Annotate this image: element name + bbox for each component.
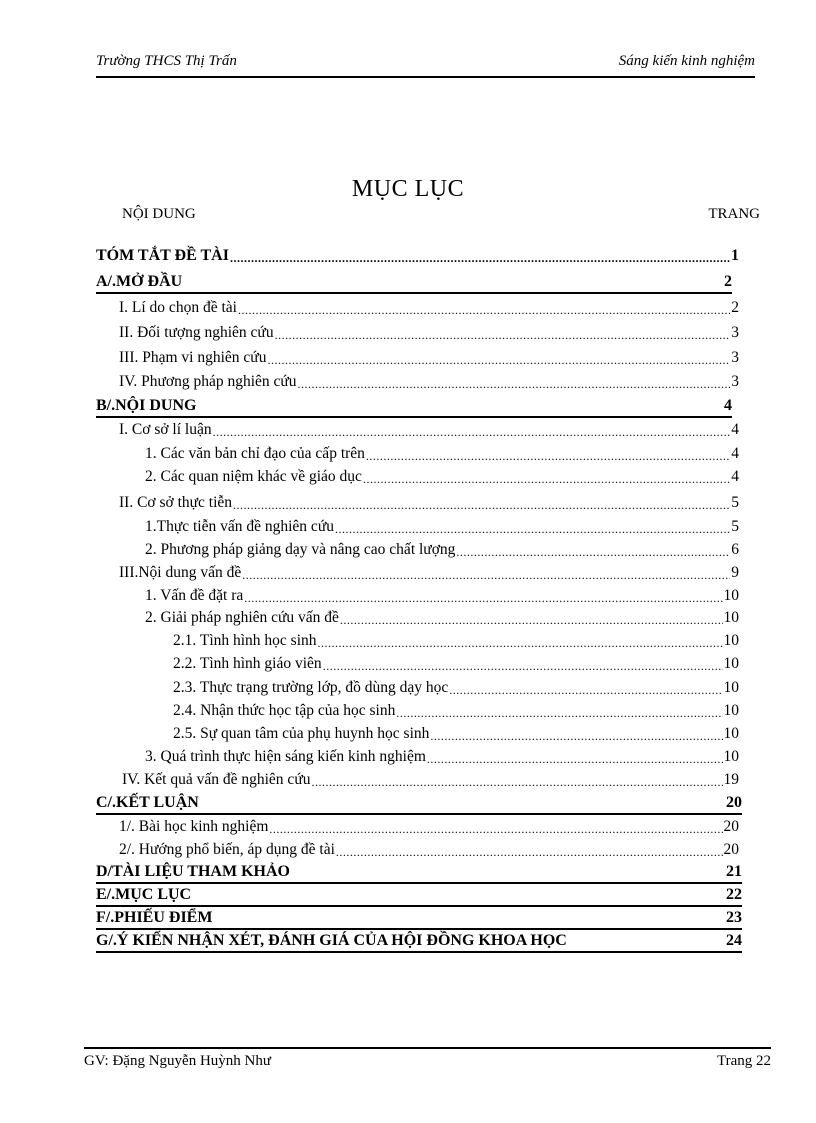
toc-leader — [213, 424, 731, 440]
toc-entry-text: 1. Các văn bản chỉ đạo của cấp trên — [145, 445, 365, 462]
toc-entry-page: 22 — [726, 886, 742, 903]
toc-entry[interactable] — [119, 418, 739, 440]
toc-entry-page: 23 — [726, 909, 742, 926]
toc-leader — [230, 250, 730, 266]
toc-entry[interactable] — [122, 768, 739, 790]
toc-entry[interactable] — [96, 929, 742, 953]
toc-leader — [242, 567, 730, 583]
toc-entry-page: 10 — [723, 609, 739, 626]
toc-entry-text: IV. Phương pháp nghiên cứu — [119, 373, 297, 390]
toc-entry-text: F/.PHIẾU ĐIỂM — [96, 909, 213, 926]
toc-entry-text: 2. Các quan niệm khác về giáo dục — [145, 468, 362, 485]
toc-leader — [340, 612, 723, 628]
toc-entry[interactable] — [145, 745, 739, 767]
header-doc-type: Sáng kiến kinh nghiệm — [618, 53, 755, 69]
toc-entry-page: 2 — [731, 299, 739, 316]
page-title: MỤC LỤC — [351, 176, 465, 202]
toc-entry-text: III.Nội dung vấn đề — [119, 564, 242, 581]
toc-entry-page: 10 — [723, 679, 739, 696]
toc-entry-page: 6 — [731, 541, 739, 558]
toc-entry-page: 5 — [731, 518, 739, 535]
column-header-content: NỘI DUNG — [122, 206, 196, 222]
toc-entry-page: 1 — [731, 247, 739, 264]
toc-entry-text: E/.MỤC LỤC — [96, 886, 192, 903]
toc-entry[interactable] — [96, 860, 742, 884]
toc-entry-text: 3. Quá trình thực hiện sáng kiến kinh nghiệm — [145, 748, 426, 765]
toc-entry-text: II. Cơ sở thực tiễn — [119, 494, 233, 511]
toc-entry[interactable] — [119, 346, 739, 368]
toc-leader — [267, 352, 730, 368]
toc-leader — [363, 471, 730, 487]
column-header-page: TRANG — [708, 206, 760, 222]
toc-entry-page: 3 — [731, 324, 739, 341]
toc-entry-text: B/.NỘI DUNG — [96, 397, 197, 414]
toc-entry-text: I. Lí do chọn đề tài — [119, 299, 237, 316]
toc-entry-text: 2.1. Tình hình học sinh — [173, 632, 317, 649]
toc-entry-text: 2.5. Sự quan tâm của phụ huynh học sinh — [173, 725, 430, 742]
toc-leader — [311, 774, 722, 790]
toc-entry[interactable] — [173, 676, 739, 698]
toc-entry-text: 1/. Bài học kinh nghiệm — [119, 818, 269, 835]
toc-leader — [323, 658, 723, 674]
toc-entry-text: II. Đối tượng nghiên cứu — [119, 324, 274, 341]
toc-leader — [430, 728, 722, 744]
toc-entry-page: 21 — [726, 863, 742, 880]
toc-entry-text: TÓM TẮT ĐỀ TÀI — [96, 247, 229, 264]
toc-entry[interactable] — [173, 629, 739, 651]
toc-entry-page: 4 — [731, 468, 739, 485]
toc-entry[interactable] — [173, 722, 739, 744]
toc-entry[interactable] — [145, 465, 739, 487]
toc-entry-text: III. Phạm vi nghiên cứu — [119, 349, 267, 366]
toc-entry-text: 2.2. Tình hình giáo viên — [173, 655, 322, 672]
toc-entry-text: C/.KẾT LUẬN — [96, 794, 199, 811]
toc-entry-page: 10 — [723, 655, 739, 672]
toc-entry-page: 10 — [723, 702, 739, 719]
toc-leader — [396, 705, 722, 721]
toc-entry-text: 1. Vấn đề đặt ra — [145, 587, 244, 604]
toc-entry[interactable] — [145, 606, 739, 628]
toc-entry-page: 20 — [726, 794, 742, 811]
toc-entry[interactable] — [119, 491, 739, 513]
toc-entry-text: I. Cơ sở lí luận — [119, 421, 212, 438]
toc-entry[interactable] — [96, 244, 739, 266]
toc-leader — [427, 751, 723, 767]
toc-entry-page: 3 — [731, 349, 739, 366]
toc-entry[interactable] — [96, 883, 742, 907]
toc-leader — [298, 376, 731, 392]
toc-entry-text: IV. Kết quả vấn đề nghiên cứu — [122, 771, 311, 788]
toc-leader — [366, 448, 730, 464]
toc-entry[interactable] — [96, 906, 742, 930]
toc-entry-text: 2/. Hướng phổ biến, áp dụng đề tài — [119, 841, 335, 858]
toc-entry[interactable] — [119, 296, 739, 318]
toc-entry-page: 24 — [726, 932, 742, 949]
toc-leader — [269, 821, 722, 837]
toc-entry-page: 4 — [731, 445, 739, 462]
toc-entry[interactable] — [173, 699, 739, 721]
toc-leader — [233, 497, 730, 513]
toc-entry[interactable] — [119, 321, 739, 343]
toc-leader — [244, 590, 722, 606]
toc-entry[interactable] — [96, 791, 742, 815]
toc-entry[interactable] — [145, 584, 739, 606]
footer-author: GV: Đặng Nguyễn Huỳnh Như — [84, 1053, 271, 1069]
toc-entry-text: A/.MỞ ĐẦU — [96, 273, 183, 290]
toc-entry-page: 20 — [723, 818, 739, 835]
toc-entry-page: 10 — [723, 587, 739, 604]
toc-entry[interactable] — [96, 394, 732, 418]
toc-entry[interactable] — [96, 270, 732, 294]
toc-leader — [318, 635, 723, 651]
toc-entry[interactable] — [119, 370, 739, 392]
toc-entry-page: 4 — [724, 397, 732, 414]
toc-entry-page: 5 — [731, 494, 739, 511]
toc-entry-text: D/TÀI LIỆU THAM KHẢO — [96, 863, 290, 880]
page-footer — [84, 1047, 771, 1069]
toc-leader — [275, 327, 731, 343]
toc-leader — [449, 682, 722, 698]
toc-entry[interactable] — [119, 838, 739, 860]
toc-entry-page: 2 — [724, 273, 732, 290]
toc-entry-text: 1.Thực tiễn vấn đề nghiên cứu — [145, 518, 334, 535]
toc-entry[interactable] — [145, 515, 739, 537]
toc-entry-text: G/.Ý KIẾN NHẬN XÉT, ĐÁNH GIÁ CỦA HỘI ĐỒNG KHOA HỌC — [96, 932, 567, 949]
toc-leader — [238, 302, 730, 318]
toc-entry-page: 10 — [723, 748, 739, 765]
toc-entry[interactable] — [119, 561, 739, 583]
toc-leader — [456, 544, 730, 560]
toc-entry-page: 19 — [723, 771, 739, 788]
toc-entry[interactable] — [119, 815, 739, 837]
toc-entry-page: 4 — [731, 421, 739, 438]
toc-entry-text: 2.3. Thực trạng trường lớp, đồ dùng dạy học — [173, 679, 449, 696]
toc-leader — [335, 521, 730, 537]
toc-entry-text: 2. Phương pháp giảng dạy và nâng cao chất lượng — [145, 541, 456, 558]
toc-entry[interactable] — [173, 652, 739, 674]
toc-entry-page: 3 — [731, 373, 739, 390]
toc-entry-page: 9 — [731, 564, 739, 581]
toc-entry[interactable] — [145, 538, 739, 560]
toc-entry-page: 10 — [723, 725, 739, 742]
toc-entry-page: 20 — [723, 841, 739, 858]
toc-leader — [336, 844, 723, 860]
toc-entry-text: 2.4. Nhận thức học tập của học sinh — [173, 702, 396, 719]
toc-entry-text: 2. Giải pháp nghiên cứu vấn đề — [145, 609, 339, 626]
toc-entry[interactable] — [145, 442, 739, 464]
footer-page-number: Trang 22 — [716, 1053, 771, 1069]
toc-entry-page: 10 — [723, 632, 739, 649]
header-school: Trường THCS Thị Trấn — [96, 53, 237, 69]
